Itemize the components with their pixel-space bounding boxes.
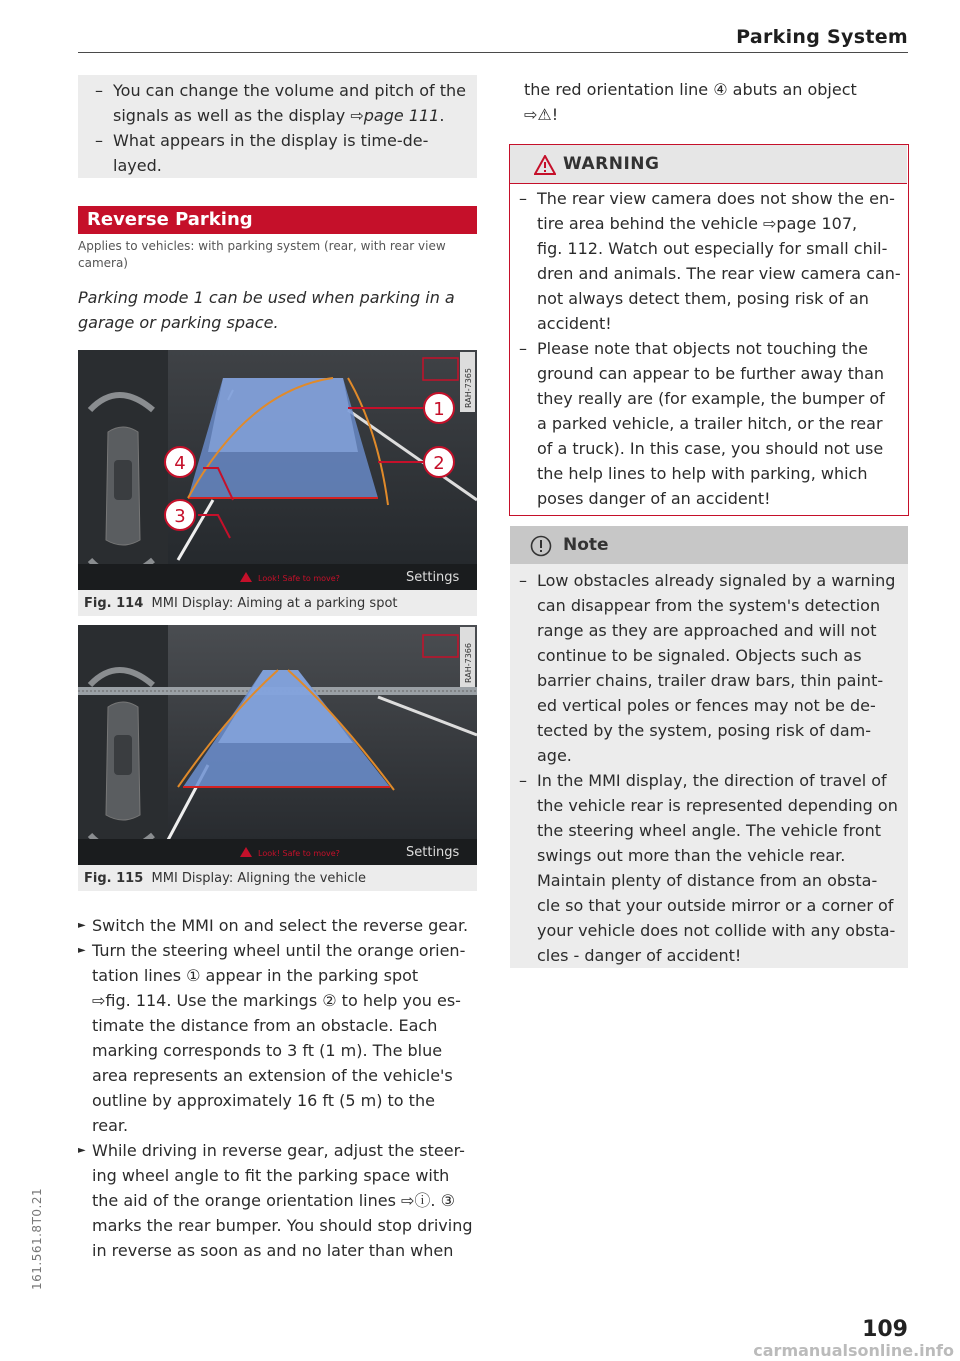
reverse-parking-heading: Reverse Parking <box>78 206 477 234</box>
figure-caption: MMI Display: Aligning the vehicle <box>151 871 367 886</box>
intro-text: Parking mode 1 can be used when parking in a garage or parking space. <box>78 288 455 332</box>
svg-text:Settings: Settings <box>406 570 460 585</box>
list-item: – You can change the volume and pitch of the signals as well as the display ⇨page 111. <box>87 78 472 128</box>
step-item: ► Turn the steering wheel until the orange orien- tation lines ① appear in the parking spot ⇨fig. 114. Use the markings ② to help you es- timate the distance from an obstacle. Each marking corresponds to 3 ft (1 m). The blue area represents an extension of the vehicle's outline by approximately 16 ft (5 m) to the rear. <box>78 938 483 1138</box>
list-item: – Please note that objects not touching the ground can appear to be further away than they really are (for example, the bumper of a parked vehicle, a trailer hitch, or the rear of a truck). In this case, you should not use the help lines to help with parking, which poses danger of an accident! <box>511 336 901 511</box>
step-item: ► Switch the MMI on and select the reverse gear. <box>78 913 483 938</box>
header-rule <box>78 52 908 53</box>
svg-text:RAH-7365: RAH-7365 <box>464 368 473 408</box>
callout-2 <box>424 447 454 477</box>
figure-114 <box>78 350 477 616</box>
figure-114-image <box>78 350 477 590</box>
section-title: Parking System <box>736 26 908 48</box>
list-item: – Low obstacles already signaled by a warning can disappear from the system's detection range as they are approached and will not continue to be signaled. Objects such as barrier chains, trailer draw bars, thin paint- ed vertical poles or fences may not be de- tected by the system, posing risk of dam- age. <box>511 568 903 768</box>
svg-text:1: 1 <box>433 399 445 420</box>
right-intro: the red orientation line ④ abuts an object ⇨⚠! <box>524 80 857 124</box>
list-item: – What appears in the display is time-de- layed. <box>87 128 472 178</box>
figure-115-image <box>78 625 477 865</box>
page-number: 109 <box>862 1317 908 1342</box>
svg-text:4: 4 <box>174 453 186 474</box>
list-item: – The rear view camera does not show the en- tire area behind the vehicle ⇨page 107, fig. 112. Watch out especially for small chil- dren and animals. The rear view camera can- not always detect them, posing risk of an accident! <box>511 186 901 336</box>
callout-1 <box>424 393 454 423</box>
list-item: – In the MMI display, the direction of travel of the vehicle rear is represented depending on the steering wheel angle. The vehicle front swings out more than the vehicle rear. Maintain plenty of distance from an obsta- cle so that your outside mirror or a corner of your vehicle does not collide with any obsta- cles - danger of accident! <box>511 768 903 968</box>
step-item: ► While driving in reverse gear, adjust the steer- ing wheel angle to fit the parking space with the aid of the orange orientation lines ⇨ⓘ. ③ marks the rear bumper. You should stop driving in reverse as soon as and no later than when <box>78 1138 483 1263</box>
warning-icon <box>534 155 556 175</box>
note-icon <box>530 535 552 557</box>
note-header <box>510 526 908 564</box>
figure-caption: MMI Display: Aiming at a parking spot <box>151 596 398 611</box>
warning-title: WARNING <box>563 154 660 174</box>
applies-note: Applies to vehicles: with parking system (rear, with rear view camera) <box>78 239 446 270</box>
svg-text:Look! Safe to move?: Look! Safe to move? <box>258 849 340 858</box>
svg-text:3: 3 <box>174 506 186 527</box>
figure-115 <box>78 625 477 891</box>
top-note-box <box>78 75 477 178</box>
steps-list <box>78 913 483 1263</box>
svg-text:RAH-7366: RAH-7366 <box>464 643 473 683</box>
car-icon <box>106 427 140 545</box>
watermark: carmanualsonline.info <box>753 1341 954 1360</box>
svg-text:Settings: Settings <box>406 845 460 860</box>
page-ref[interactable]: ⇨page 111 <box>350 106 440 125</box>
callout-4 <box>165 447 195 477</box>
warning-header <box>510 145 907 184</box>
svg-text:2: 2 <box>433 453 445 474</box>
callout-3 <box>165 500 195 530</box>
note-title: Note <box>563 535 609 555</box>
document-code: 161.561.8T0.21 <box>30 1187 44 1290</box>
svg-text:Look! Safe to move?: Look! Safe to move? <box>258 574 340 583</box>
figure-label: Fig. 115 <box>84 871 144 886</box>
car-icon <box>106 702 140 820</box>
figure-label: Fig. 114 <box>84 596 144 611</box>
warning-body <box>511 186 901 511</box>
note-body <box>511 568 903 968</box>
